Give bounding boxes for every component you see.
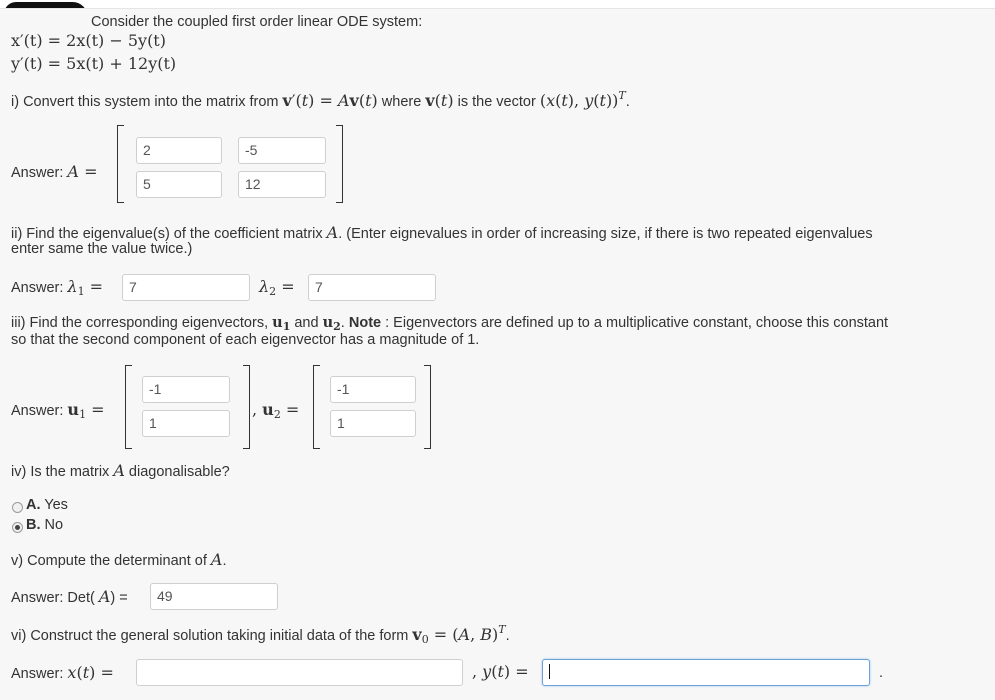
option-b-radio[interactable] xyxy=(12,522,23,533)
q5-answer-label: Answer: Det( A) = xyxy=(11,587,128,606)
matrix-a22-input[interactable]: 12 xyxy=(238,171,326,198)
lambda2-label: λ2 = xyxy=(259,277,295,298)
u2-component2-input[interactable]: 1 xyxy=(330,410,416,437)
y-solution-input[interactable] xyxy=(542,659,870,686)
equation-1: x′(t) = 2x(t) − 5y(t) xyxy=(11,31,166,50)
q1-text: i) Convert this system into the matrix from v′(t) = Av(t) where v(t) is the vector (x(t), y(t))$^T$. xyxy=(11,89,630,110)
q3-text-2: so that the second component of each eigenvector has a magnitude of 1. xyxy=(11,332,480,348)
trailing-period: . xyxy=(879,665,884,681)
equation-2: y′(t) = 5x(t) + 12y(t) xyxy=(11,54,177,73)
q2-text: ii) Find the eigenvalue(s) of the coefficient matrix A. (Enter eignevalues in order of increasing size, if there is two repeated eigenvalues xyxy=(11,223,873,242)
u1-bracket-left xyxy=(125,365,132,449)
matrix-a12-input[interactable]: -5 xyxy=(238,137,326,164)
matrix-bracket-right xyxy=(336,125,343,203)
q6-answer-label: Answer: x(t) = xyxy=(11,663,114,682)
q2-answer-label: Answer: λ1 = xyxy=(11,277,104,298)
u1-component2-input[interactable]: 1 xyxy=(142,410,230,437)
u2-bracket-right xyxy=(424,365,431,449)
q6-text: vi) Construct the general solution taking initial data of the form v0 = (A, B)$^T$. xyxy=(11,623,510,646)
lambda2-input[interactable]: 7 xyxy=(308,274,436,301)
y-solution-label: , y(t) = xyxy=(472,662,529,681)
intro-text: Consider the coupled first order linear ODE system: xyxy=(91,14,423,30)
u2-component1-input[interactable]: -1 xyxy=(330,376,416,403)
q5-text: v) Compute the determinant of A. xyxy=(11,550,227,569)
q4-text: iv) Is the matrix A diagonalisable? xyxy=(11,461,230,480)
matrix-a21-input[interactable]: 5 xyxy=(136,171,222,198)
q3-answer-label: Answer: u1 = xyxy=(11,400,105,421)
option-a-label[interactable]: A. Yes xyxy=(26,497,68,513)
u1-component1-input[interactable]: -1 xyxy=(142,376,230,403)
matrix-bracket-left xyxy=(117,125,124,203)
question-panel xyxy=(0,8,995,700)
q2-text-2: enter same the value twice.) xyxy=(11,241,193,257)
q1-answer-label: Answer: A = xyxy=(11,162,98,181)
x-solution-input[interactable] xyxy=(136,659,463,686)
q3-text: iii) Find the corresponding eigenvectors, $u_1$ and $u_2$. Note : Eigenvectors are defined up to a multiplicative constant, choose this constant xyxy=(11,314,889,333)
u2-bracket-left xyxy=(313,365,320,449)
matrix-a11-input[interactable]: 2 xyxy=(136,137,222,164)
option-b-label[interactable]: B. No xyxy=(26,517,64,533)
text-caret xyxy=(549,664,550,679)
determinant-input[interactable]: 49 xyxy=(150,583,278,610)
u2-label: , u2 = xyxy=(252,400,300,421)
lambda1-input[interactable]: 7 xyxy=(122,274,250,301)
u1-bracket-right xyxy=(243,365,250,449)
option-a-radio[interactable] xyxy=(12,502,23,513)
